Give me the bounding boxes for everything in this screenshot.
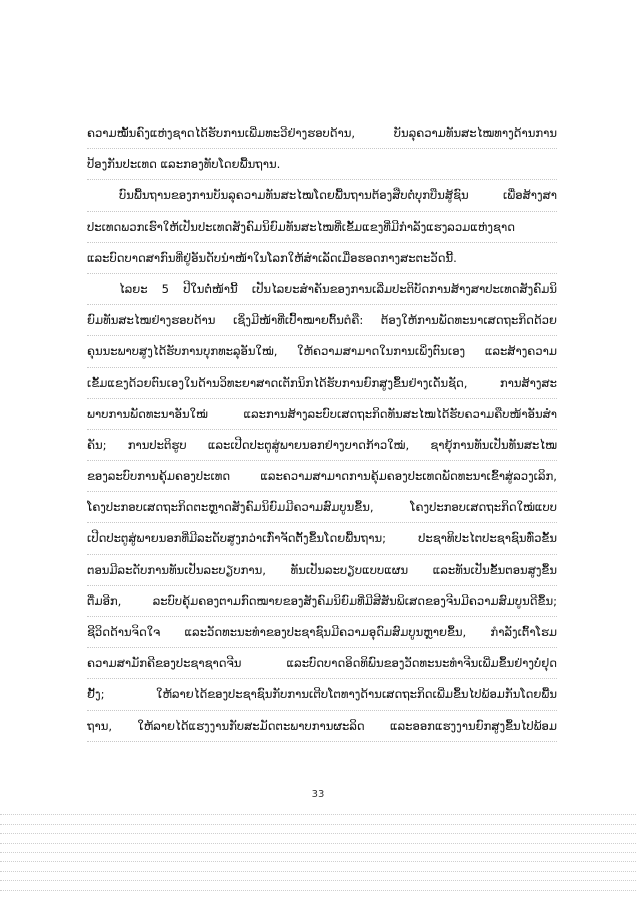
text-line: ປະເທດພວກເຮົາໃຫ້ເປັນປະເທດສັງຄົມນິຍົມທັນສະໄໝທີ່ເຂັ້ມແຂງທີ່ມີກຳລັງແຮງລວມແຫ່ງຊາດ — [87, 212, 557, 243]
ruled-line — [0, 825, 636, 834]
text-line: ຖານ, ໃຫ້ລາຍໄດ້ແຮງງານກັບສະມັດຕະພາບການຜະລິດ ແລະອອກແຮງງານຍົກສູງຂຶ້ນໄປພ້ອມ — [87, 711, 557, 742]
ruled-line — [0, 815, 636, 824]
text-line: ໂຄງປະກອບເສດຖະກິດຕະຫຼາດສັງຄົມນິຍົມມີຄວາມສົມບູນຂຶ້ນ, ໂຄງປະກອບເສດຖະກິດໃໝ່ແບບ — [87, 492, 557, 523]
ruled-line — [0, 881, 636, 890]
text-line: ພາບການພັດທະນາອັນໃໝ່ ແລະການສ້າງລະບົບເສດຖະກິດທັນສະໄໝໄດ້ຮັບຄວາມຄືບໜ້າອັນສຳ — [87, 399, 557, 430]
text-line: ຄວາມໝັ້ນຄົງແຫ່ງຊາດໄດ້ຮັບການເພີ່ມທະວີຢ່າງຮອບດ້ານ, ບັນລຸຄວາມທັນສະໄໝທາງດ້ານການ — [87, 118, 557, 149]
text-line: ຄຸນນະພາບສູງໄດ້ຮັບການບຸກທະລຸອັນໃໝ່, ໃຫ້ຄວາມສາມາດໃນການເພິ່ງຕົນເອງ ແລະສ້າງຄວາມ — [87, 336, 557, 367]
ruled-line — [0, 862, 636, 871]
text-line: ຍົມທັນສະໄໝຢ່າງຮອບດ້ານ ເຊິ່ງມີໜ້າທີ່ເປົ້າໝາຍຕົ້ນຕໍຄື: ຕ້ອງໃຫ້ການພັດທະນາເສດຖະກິດດ້ວຍ — [87, 305, 557, 336]
page-number: 33 — [311, 789, 325, 800]
text-line: ຄັນ; ການປະຕິຮູບ ແລະເປີດປະຕູສູ່ພາຍນອກຢ່າງບາດກ້າວໃໝ່, ຊາຍຸ້ການທັນເປັນທັນສະໄໝ — [87, 430, 557, 461]
ruled-line — [0, 834, 636, 843]
paragraph-first-line: ໄລຍະ 5 ປີໃນຕໍ່ໜ້ານີ້ ເປັນໄລຍະສຳຄັນຂອງການເລີ່ມປະຕິບັດການສ້າງສາປະເທດສັງຄົມນິ — [87, 274, 557, 305]
paragraph-first-line: ບົນພື້ນຖານຂອງການບັນລຸຄວາມທັນສະໄໝໂດຍພື້ນຖານຕ້ອງສືບຕໍ່ບຸກບືນສູ້ຊົນ ເພື່ອສ້າງສາ — [87, 180, 557, 211]
body-text — [87, 118, 557, 742]
ruled-line — [0, 853, 636, 862]
ruled-line — [0, 806, 636, 815]
text-line: ຕື່ມອີກ, ລະບົບຄຸ້ມຄອງຕາມກົດໝາຍຂອງສັງຄົມນິຍົມທີ່ມີສີສັນພິເສດຂອງຈີນມີຄວາມສົມບູນດີຂຶ້ນ; — [87, 586, 557, 617]
ruled-line — [0, 872, 636, 881]
text-line: ຊີວິດດ້ານຈິດໃຈ ແລະວັດທະນະທຳຂອງປະຊາຊົນມີຄວາມອຸດົມສົມບູນຫຼາຍຂຶ້ນ, ກຳລັງເຕົ້າໂຮມ — [87, 617, 557, 648]
text-line: ຂອງລະບົບການຄຸ້ມຄອງປະເທດ ແລະຄວາມສາມາດການຄຸ້ມຄອງປະເທດພັດທະນາເຂົ້າສູ່ລວງເລິກ, — [87, 461, 557, 492]
text-line: ຄວາມສາມັກຄີຂອງປະຊາຊາດຈີນ ແລະບົດບາດອິດທິພົນຂອງວັດທະນະທຳຈີນເພີ່ມຂຶ້ນຢ່າງບໍ່ຢຸດ — [87, 648, 557, 679]
text-line: ແລະບົດບາດສາກົນທີ່ຢູ່ອັນດັບນຳໜ້າໃນໂລກໃຫ້ສຳເລັດເມື່ອຮອດກາງສະຕະວັດນີ້. — [87, 243, 557, 274]
text-line: ເຂັ້ມແຂງດ້ວຍຕົນເອງໃນດ້ານວິທະຍາສາດເຕັກນິກໄດ້ຮັບການຍົກສູງຂຶ້ນຢ່າງເດັ່ນຊັດ, ການສ້າງສະ — [87, 368, 557, 399]
ruled-line — [0, 844, 636, 853]
text-line: ຢັ້ງ; ໃຫ້ລາຍໄດ້ຂອງປະຊາຊົນກັບການເຕີບໂຕທາງດ້ານເສດຖະກິດເພີ່ມຂຶ້ນໄປພ້ອມກັນໂດຍພື້ນ — [87, 679, 557, 710]
ruled-lines — [0, 806, 636, 900]
text-line: ຕອນມີລະດັບການທັນເປັນລະບຽບການ, ທັນເປັນລະບຽບແບບແຜນ ແລະທັນເປັນຂັ້ນຕອນສູງຂຶ້ນ — [87, 555, 557, 586]
text-line: ປ້ອງກັນປະເທດ ແລະກອງທັບໂດຍພື້ນຖານ. — [87, 149, 557, 180]
text-line: ເປີດປະຕູສູ່ພາຍນອກທີ່ມີລະດັບສູງກວ່າເກົ່າຈັດຕັ້ງຂຶ້ນໂດຍພື້ນຖານ; ປະຊາທິປະໄຕປະຊາຊົນທົ່ວຂັ້ນ — [87, 523, 557, 554]
